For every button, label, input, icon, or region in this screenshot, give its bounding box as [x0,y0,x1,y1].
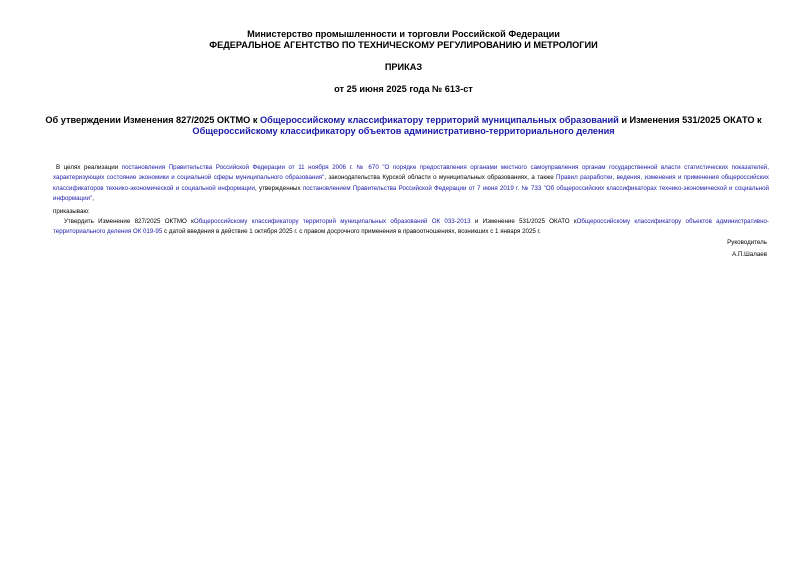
ministry-name: Министерство промышленности и торговли Российской Федерации [247,29,560,39]
preamble-link-670[interactable]: постановления Правительства Российской Федерации от 11 ноября 2006 г. № 670 "О порядке предоставления органами местного самоуправления органам государственной власти статистических показателей, характеризующих состояние экономики и социальной сферы муниципального образования" [53,164,769,182]
order-word: приказываю: [53,208,90,215]
preamble-text-2: , законодательства Курской области о муниципальных образованиях, а также [324,174,557,182]
title-link-okato[interactable]: Общероссийскому классификатору объектов административно-территориального деления [192,126,615,136]
title-link-oktmo[interactable]: Общероссийскому классификатору территорий муниципальных образований [260,115,619,125]
decree-link-oktmo[interactable]: Общероссийскому классификатору территорий муниципальных образований ОК 033-2013 [193,218,471,225]
preamble-paragraph [53,163,769,204]
preamble-link-733[interactable]: постановлением Правительства Российской Федерации от 7 июня 2019 г. № 733 "Об общероссийских классификаторах технико-экономической и социальной информации" [53,184,769,202]
signature-position: Руководитель [727,239,767,246]
decree-paragraph [53,217,769,238]
title-text-2: и Изменения 531/2025 ОКАТО к [618,115,762,125]
agency-name: ФЕДЕРАЛЬНОЕ АГЕНТСТВО ПО ТЕХНИЧЕСКОМУ РЕГУЛИРОВАНИЮ И МЕТРОЛОГИИ [209,40,598,50]
doc-type: ПРИКАЗ [384,62,423,72]
date-number: от 25 июня 2025 года № 613-ст [334,84,473,94]
signature-name: А.П.Шалаев [732,251,767,258]
preamble-text-1: В целях реализации [56,164,122,171]
preamble-text-4: , [92,194,94,202]
preamble-text-3: , утвержденных [254,184,303,192]
decree-text-2: и Изменение 531/2025 ОКАТО к [470,218,577,225]
doc-title [40,115,767,137]
title-text-1: Об утверждении Изменения 827/2025 ОКТМО к [45,115,261,125]
decree-link-okato[interactable]: Общероссийскому классификатору объектов административно-территориального деления ОК 019-95 [53,218,769,236]
decree-text-3: с датой введения в действие 1 октября 2025 г. с правом досрочного применения в правоотношениях, возникших с 1 января 2025 г. [162,228,541,236]
decree-text-1: Утвердить Изменение 827/2025 ОКТМО к [64,218,194,225]
preamble-link-rules[interactable]: Правил разработки, ведения, изменения и применения общероссийских классификаторов технико-экономической и социальной информации [53,174,769,192]
